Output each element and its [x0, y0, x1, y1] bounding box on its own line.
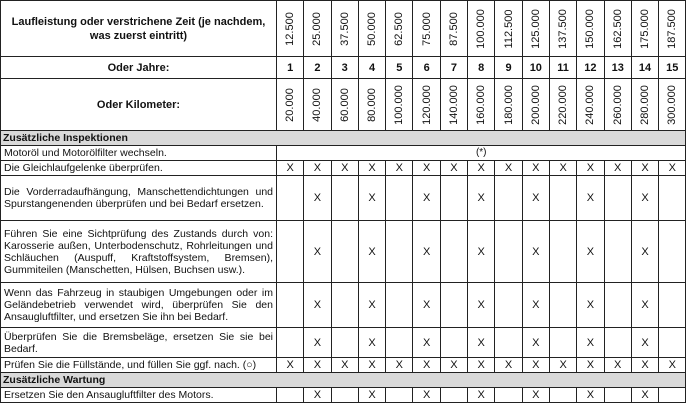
year-cell: 2 — [304, 57, 331, 79]
year-cell: 7 — [440, 57, 467, 79]
schedule-mark-cell — [495, 388, 522, 403]
schedule-mark-cell: X — [522, 176, 549, 221]
year-cell: 8 — [468, 57, 495, 79]
km-header-label: Oder Kilometer: — [1, 79, 277, 131]
schedule-mark-cell: X — [631, 283, 658, 328]
km-value: 80.000 — [366, 87, 379, 122]
time-interval-value: 50.000 — [366, 11, 379, 46]
schedule-mark-cell: X — [358, 328, 385, 358]
schedule-mark-cell — [386, 221, 413, 283]
year-cell: 14 — [631, 57, 658, 79]
schedule-mark-cell: X — [304, 221, 331, 283]
km-value: 280.000 — [639, 84, 651, 125]
schedule-mark-cell — [604, 328, 631, 358]
km-cell — [386, 79, 413, 131]
schedule-mark-cell: X — [413, 388, 440, 403]
time-interval-cell — [304, 1, 331, 57]
schedule-mark-cell: X — [386, 358, 413, 373]
km-value: 100.000 — [393, 84, 406, 125]
schedule-mark-cell: X — [304, 328, 331, 358]
section-row-inspections — [1, 131, 686, 146]
time-interval-cell — [468, 1, 495, 57]
schedule-mark-cell — [331, 388, 358, 403]
schedule-mark-cell: X — [358, 358, 385, 373]
year-cell: 6 — [413, 57, 440, 79]
section-heading: Zusätzliche Wartung — [1, 373, 686, 388]
schedule-mark-cell: X — [413, 358, 440, 373]
time-interval-value: 25.000 — [311, 11, 324, 46]
schedule-mark-cell — [659, 176, 686, 221]
schedule-mark-cell: X — [495, 358, 522, 373]
time-interval-value: 125.000 — [529, 8, 542, 49]
schedule-mark-cell — [386, 176, 413, 221]
schedule-mark-cell: X — [413, 176, 440, 221]
schedule-mark-cell: X — [522, 388, 549, 403]
schedule-mark-cell: X — [468, 388, 495, 403]
km-value: 220.000 — [557, 84, 570, 125]
schedule-mark-cell: X — [549, 161, 576, 176]
km-cell — [358, 79, 385, 131]
km-cell — [468, 79, 495, 131]
schedule-mark-cell — [549, 328, 576, 358]
time-interval-value: 75.000 — [420, 11, 433, 46]
schedule-mark-cell — [331, 283, 358, 328]
schedule-mark-cell: X — [304, 161, 331, 176]
table-row — [1, 358, 686, 373]
schedule-mark-cell — [277, 388, 304, 403]
schedule-mark-cell — [549, 176, 576, 221]
time-interval-cell — [577, 1, 604, 57]
time-interval-value: 112.500 — [502, 9, 515, 48]
schedule-mark-cell: X — [659, 161, 686, 176]
schedule-mark-cell: X — [468, 161, 495, 176]
header-row-years — [1, 57, 686, 79]
km-value: 180.000 — [502, 84, 515, 125]
schedule-mark-cell — [495, 221, 522, 283]
km-cell — [659, 79, 686, 131]
schedule-mark-cell — [277, 221, 304, 283]
year-cell: 1 — [277, 57, 304, 79]
schedule-mark-cell — [659, 221, 686, 283]
km-value: 20.000 — [284, 87, 297, 122]
year-cell: 5 — [386, 57, 413, 79]
interval-note: (*) — [277, 146, 686, 161]
table-row — [1, 161, 686, 176]
schedule-mark-cell: X — [304, 176, 331, 221]
time-header-label: Laufleistung oder verstrichene Zeit (je nachdem, was zuerst eintritt) — [1, 1, 277, 57]
schedule-mark-cell — [659, 328, 686, 358]
schedule-mark-cell — [386, 388, 413, 403]
time-interval-cell — [549, 1, 576, 57]
task-description: Motoröl und Motorölfilter wechseln. — [1, 146, 277, 161]
schedule-mark-cell — [659, 388, 686, 403]
time-interval-cell — [604, 1, 631, 57]
km-value: 260.000 — [611, 84, 624, 125]
schedule-mark-cell: X — [413, 328, 440, 358]
km-value: 200.000 — [529, 84, 542, 125]
schedule-mark-cell — [495, 176, 522, 221]
schedule-mark-cell — [604, 283, 631, 328]
year-cell: 12 — [577, 57, 604, 79]
schedule-mark-cell — [440, 176, 467, 221]
schedule-mark-cell — [331, 221, 358, 283]
schedule-mark-cell — [277, 328, 304, 358]
years-header-label: Oder Jahre: — [1, 57, 277, 79]
time-interval-value: 175.000 — [639, 8, 651, 49]
time-interval-value: 162.500 — [611, 8, 624, 49]
time-interval-value: 100.000 — [475, 8, 488, 49]
km-value: 60.000 — [338, 87, 351, 122]
km-cell — [304, 79, 331, 131]
header-row-time — [1, 1, 686, 57]
time-interval-cell — [358, 1, 385, 57]
schedule-mark-cell: X — [386, 161, 413, 176]
schedule-mark-cell: X — [631, 221, 658, 283]
km-value: 160.000 — [475, 84, 488, 125]
schedule-mark-cell: X — [304, 388, 331, 403]
schedule-mark-cell: X — [577, 176, 604, 221]
year-cell: 11 — [549, 57, 576, 79]
schedule-mark-cell: X — [468, 328, 495, 358]
schedule-mark-cell: X — [577, 388, 604, 403]
time-interval-cell — [631, 1, 658, 57]
schedule-mark-cell: X — [468, 221, 495, 283]
schedule-mark-cell: X — [304, 283, 331, 328]
schedule-mark-cell: X — [440, 358, 467, 373]
schedule-mark-cell — [659, 283, 686, 328]
schedule-mark-cell — [440, 328, 467, 358]
km-cell — [577, 79, 604, 131]
schedule-mark-cell: X — [522, 328, 549, 358]
schedule-mark-cell — [386, 283, 413, 328]
km-cell — [413, 79, 440, 131]
schedule-mark-cell — [331, 176, 358, 221]
schedule-mark-cell: X — [413, 161, 440, 176]
table-row — [1, 283, 686, 328]
table-row — [1, 388, 686, 403]
task-description: Ersetzen Sie den Ansaugluftfilter des Motors. — [1, 388, 277, 403]
schedule-mark-cell — [549, 388, 576, 403]
header-row-km — [1, 79, 686, 131]
schedule-mark-cell: X — [413, 221, 440, 283]
km-cell — [631, 79, 658, 131]
time-interval-value: 12.500 — [284, 11, 297, 46]
task-description: Führen Sie eine Sichtprüfung des Zustands durch von: Karosserie außen, Unterbodenschutz, Rohrleitungen und Schläuchen (Auspuff, Kraftstoffsystem, Bremsen), Gummiteilen (Manschetten, Hülsen, Buchsen usw.). — [1, 221, 277, 283]
year-cell: 10 — [522, 57, 549, 79]
time-interval-value: 150.000 — [584, 8, 597, 49]
schedule-mark-cell: X — [358, 283, 385, 328]
task-description: Die Gleichlaufgelenke überprüfen. — [1, 161, 277, 176]
schedule-mark-cell: X — [549, 358, 576, 373]
km-value: 40.000 — [311, 87, 324, 122]
schedule-mark-cell: X — [468, 176, 495, 221]
schedule-mark-cell — [277, 283, 304, 328]
year-cell: 3 — [331, 57, 358, 79]
schedule-mark-cell: X — [522, 221, 549, 283]
schedule-mark-cell: X — [522, 283, 549, 328]
km-value: 240.000 — [584, 84, 597, 125]
schedule-mark-cell: X — [468, 283, 495, 328]
time-interval-cell — [331, 1, 358, 57]
table-row — [1, 328, 686, 358]
task-description: Überprüfen Sie die Bremsbeläge, ersetzen Sie sie bei Bedarf. — [1, 328, 277, 358]
km-value: 140.000 — [447, 84, 460, 125]
schedule-mark-cell: X — [577, 221, 604, 283]
schedule-mark-cell — [277, 176, 304, 221]
schedule-mark-cell: X — [358, 388, 385, 403]
schedule-mark-cell — [604, 176, 631, 221]
schedule-mark-cell: X — [277, 161, 304, 176]
time-interval-cell — [522, 1, 549, 57]
km-value: 120.000 — [420, 84, 433, 125]
schedule-mark-cell: X — [631, 328, 658, 358]
task-description: Die Vorderradaufhängung, Manschettendichtungen und Spurstangenenden überprüfen und bei Bedarf ersetzen. — [1, 176, 277, 221]
schedule-mark-cell: X — [577, 283, 604, 328]
time-interval-cell — [659, 1, 686, 57]
table-row — [1, 176, 686, 221]
km-cell — [495, 79, 522, 131]
schedule-mark-cell: X — [495, 161, 522, 176]
time-interval-cell — [277, 1, 304, 57]
schedule-mark-cell: X — [631, 388, 658, 403]
section-row-maintenance — [1, 373, 686, 388]
time-interval-value: 87.500 — [447, 11, 460, 46]
schedule-mark-cell: X — [659, 358, 686, 373]
schedule-mark-cell: X — [331, 161, 358, 176]
schedule-mark-cell — [440, 388, 467, 403]
year-cell: 13 — [604, 57, 631, 79]
schedule-mark-cell: X — [304, 358, 331, 373]
schedule-mark-cell — [549, 283, 576, 328]
km-cell — [604, 79, 631, 131]
task-description: Prüfen Sie die Füllstände, und füllen Sie ggf. nach. (○) — [1, 358, 277, 373]
schedule-mark-cell — [440, 283, 467, 328]
km-cell — [549, 79, 576, 131]
schedule-mark-cell: X — [358, 221, 385, 283]
schedule-mark-cell: X — [440, 161, 467, 176]
time-interval-cell — [386, 1, 413, 57]
schedule-mark-cell: X — [631, 176, 658, 221]
year-cell: 4 — [358, 57, 385, 79]
table-row — [1, 221, 686, 283]
schedule-mark-cell: X — [577, 328, 604, 358]
schedule-mark-cell — [386, 328, 413, 358]
schedule-mark-cell — [331, 328, 358, 358]
schedule-mark-cell: X — [522, 358, 549, 373]
schedule-mark-cell: X — [413, 283, 440, 328]
section-heading: Zusätzliche Inspektionen — [1, 131, 686, 146]
schedule-mark-cell: X — [331, 358, 358, 373]
time-interval-cell — [495, 1, 522, 57]
km-cell — [277, 79, 304, 131]
schedule-mark-cell — [549, 221, 576, 283]
time-interval-cell — [413, 1, 440, 57]
time-interval-value: 137.500 — [557, 8, 570, 49]
schedule-mark-cell: X — [468, 358, 495, 373]
schedule-mark-cell: X — [577, 358, 604, 373]
time-interval-cell — [440, 1, 467, 57]
km-cell — [522, 79, 549, 131]
task-description: Wenn das Fahrzeug in staubigen Umgebungen oder im Geländebetrieb verwendet wird, überprüfen Sie den Ansaugluftfilter, und ersetzen Sie ihn bei Bedarf. — [1, 283, 277, 328]
schedule-mark-cell: X — [358, 176, 385, 221]
time-interval-value: 37.500 — [338, 11, 351, 46]
schedule-mark-cell: X — [358, 161, 385, 176]
year-cell: 15 — [659, 57, 686, 79]
schedule-mark-cell — [495, 328, 522, 358]
km-value: 300.000 — [666, 84, 679, 125]
km-cell — [440, 79, 467, 131]
schedule-mark-cell — [440, 221, 467, 283]
schedule-mark-cell: X — [631, 358, 658, 373]
schedule-mark-cell: X — [631, 161, 658, 176]
schedule-mark-cell — [604, 221, 631, 283]
schedule-mark-cell: X — [277, 358, 304, 373]
time-interval-value: 62.500 — [393, 11, 406, 46]
schedule-mark-cell — [495, 283, 522, 328]
year-cell: 9 — [495, 57, 522, 79]
table-row — [1, 146, 686, 161]
schedule-mark-cell: X — [577, 161, 604, 176]
schedule-mark-cell: X — [604, 161, 631, 176]
time-interval-value: 187.500 — [666, 8, 679, 49]
schedule-mark-cell — [604, 388, 631, 403]
km-cell — [331, 79, 358, 131]
schedule-mark-cell: X — [522, 161, 549, 176]
schedule-mark-cell: X — [604, 358, 631, 373]
